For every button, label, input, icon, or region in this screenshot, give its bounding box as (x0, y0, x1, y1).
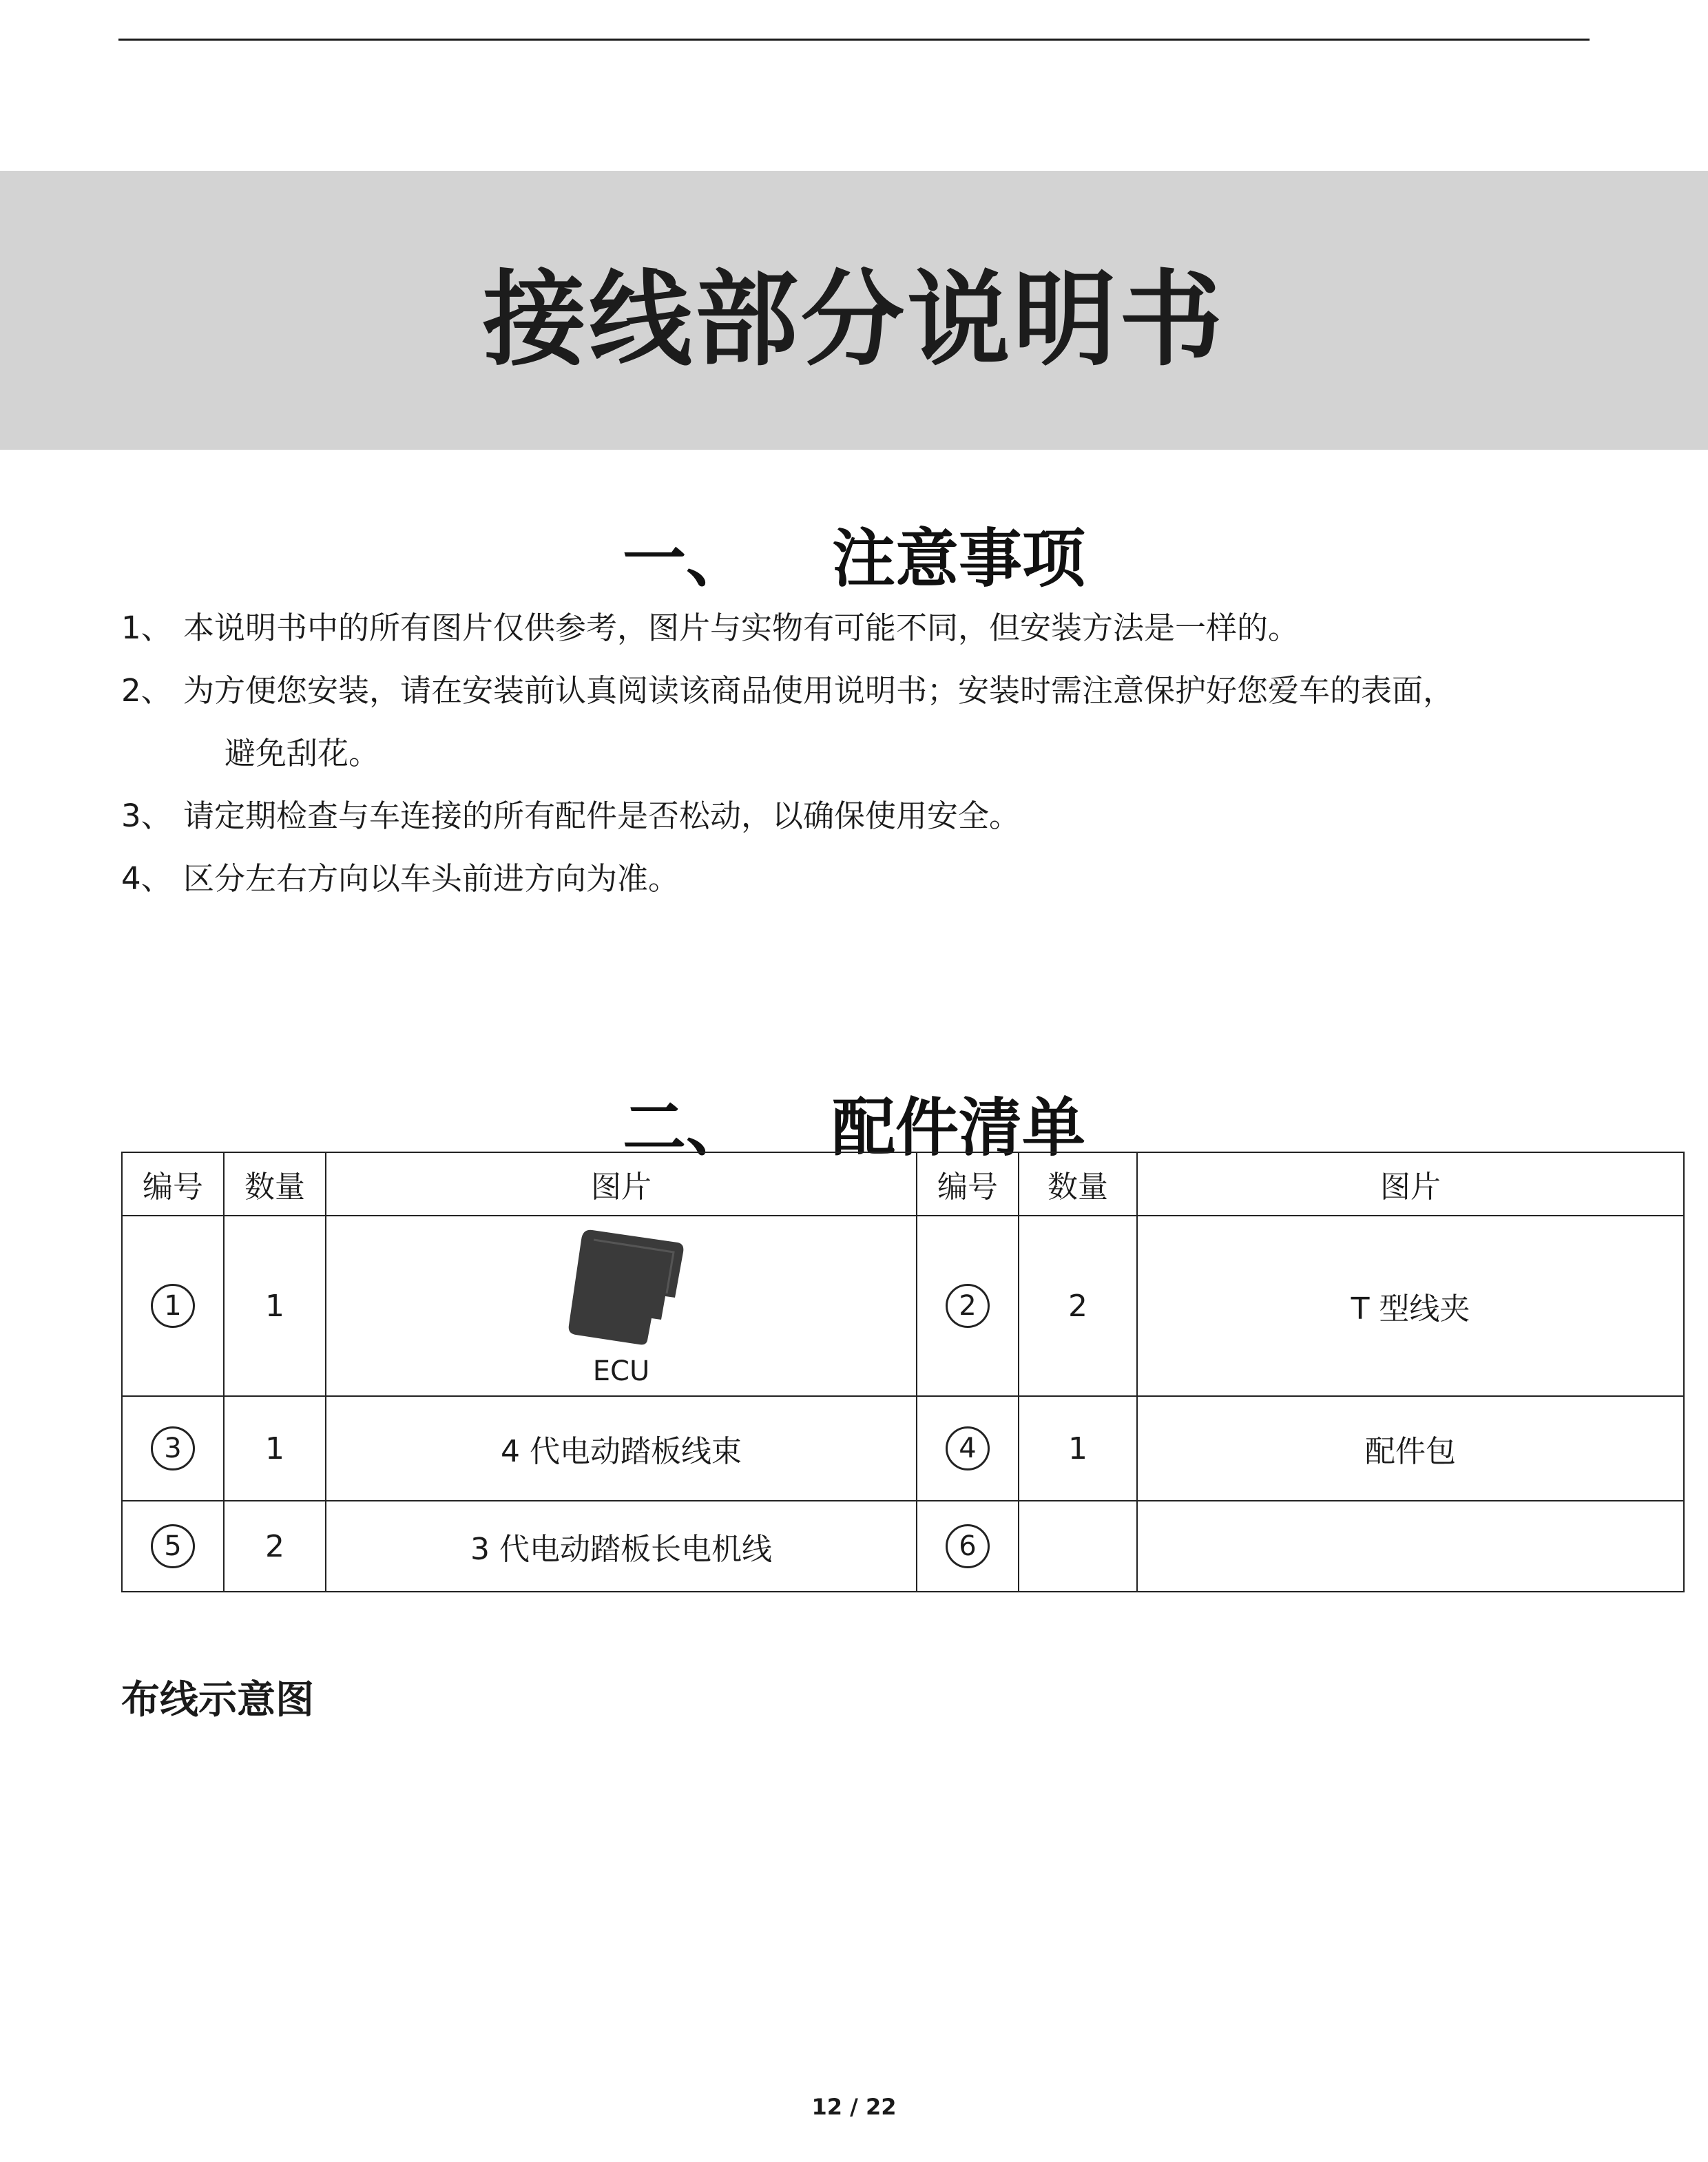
item-number: 3 (151, 1426, 195, 1470)
header-picture: 图片 (1137, 1152, 1684, 1216)
title-band (0, 171, 1708, 450)
document-title: 接线部分说明书 (482, 260, 1225, 380)
item-number: 2 (946, 1284, 990, 1328)
note-index: 2、 (121, 672, 172, 709)
notes-list (121, 596, 1602, 910)
note-text: 本说明书中的所有图片仅供参考，图片与实物有可能不同，但安装方法是一样的。 (183, 610, 1300, 646)
item-quantity: 1 (224, 1396, 326, 1501)
section-heading-notes (0, 508, 1708, 599)
item-label (1137, 1501, 1684, 1592)
item-quantity (1019, 1501, 1137, 1592)
item-number: 5 (151, 1524, 195, 1568)
note-index: 3、 (121, 798, 172, 834)
page-number: 12 / 22 (811, 2094, 897, 2120)
item-number: 4 (946, 1426, 990, 1470)
note-item (121, 784, 1602, 847)
section-number: 一、 (622, 522, 749, 596)
header-quantity: 数量 (1019, 1152, 1137, 1216)
item-label: ECU (592, 1355, 650, 1387)
header-number: 编号 (917, 1152, 1019, 1216)
item-label: T 型线夹 (1137, 1216, 1684, 1396)
item-label: 3 代电动踏板长电机线 (326, 1501, 917, 1592)
table-row (122, 1396, 1684, 1501)
note-text: 为方便您安装，请在安装前认真阅读该商品使用说明书；安装时需注意保护好您爱车的表面， (183, 672, 1455, 709)
item-quantity: 1 (1019, 1396, 1137, 1501)
section-number: 二、 (622, 1091, 749, 1165)
table-row (122, 1501, 1684, 1592)
header-rule (118, 39, 1590, 41)
header-quantity: 数量 (224, 1152, 326, 1216)
table-header-row (122, 1152, 1684, 1216)
ecu-module-image (563, 1225, 687, 1346)
note-continuation: 避免刮花。 (225, 735, 380, 771)
item-number-cell (122, 1216, 224, 1396)
item-number-cell (917, 1396, 1019, 1501)
item-label: 4 代电动踏板线束 (326, 1396, 917, 1501)
note-item (121, 659, 1602, 784)
note-index: 4、 (121, 860, 172, 897)
item-number-cell (122, 1501, 224, 1592)
item-label: 配件包 (1137, 1396, 1684, 1501)
item-quantity: 2 (1019, 1216, 1137, 1396)
section-title: 配件清单 (832, 1091, 1086, 1165)
header-number: 编号 (122, 1152, 224, 1216)
item-number: 6 (946, 1524, 990, 1568)
note-text: 请定期检查与车连接的所有配件是否松动，以确保使用安全。 (183, 798, 1021, 834)
item-number-cell (122, 1396, 224, 1501)
wiring-diagram-title: 布线示意图 (121, 1678, 314, 1723)
note-text: 区分左右方向以车头前进方向为准。 (183, 860, 680, 897)
table-row (122, 1216, 1684, 1396)
note-item (121, 596, 1602, 659)
note-index: 1、 (121, 610, 172, 646)
section-title: 注意事项 (832, 522, 1086, 596)
item-quantity: 2 (224, 1501, 326, 1592)
header-picture: 图片 (326, 1152, 917, 1216)
item-number-cell (917, 1501, 1019, 1592)
item-number-cell (917, 1216, 1019, 1396)
item-quantity: 1 (224, 1216, 326, 1396)
parts-table (121, 1152, 1685, 1592)
note-item (121, 847, 1602, 910)
item-number: 1 (151, 1284, 195, 1328)
item-picture-cell (326, 1216, 917, 1396)
